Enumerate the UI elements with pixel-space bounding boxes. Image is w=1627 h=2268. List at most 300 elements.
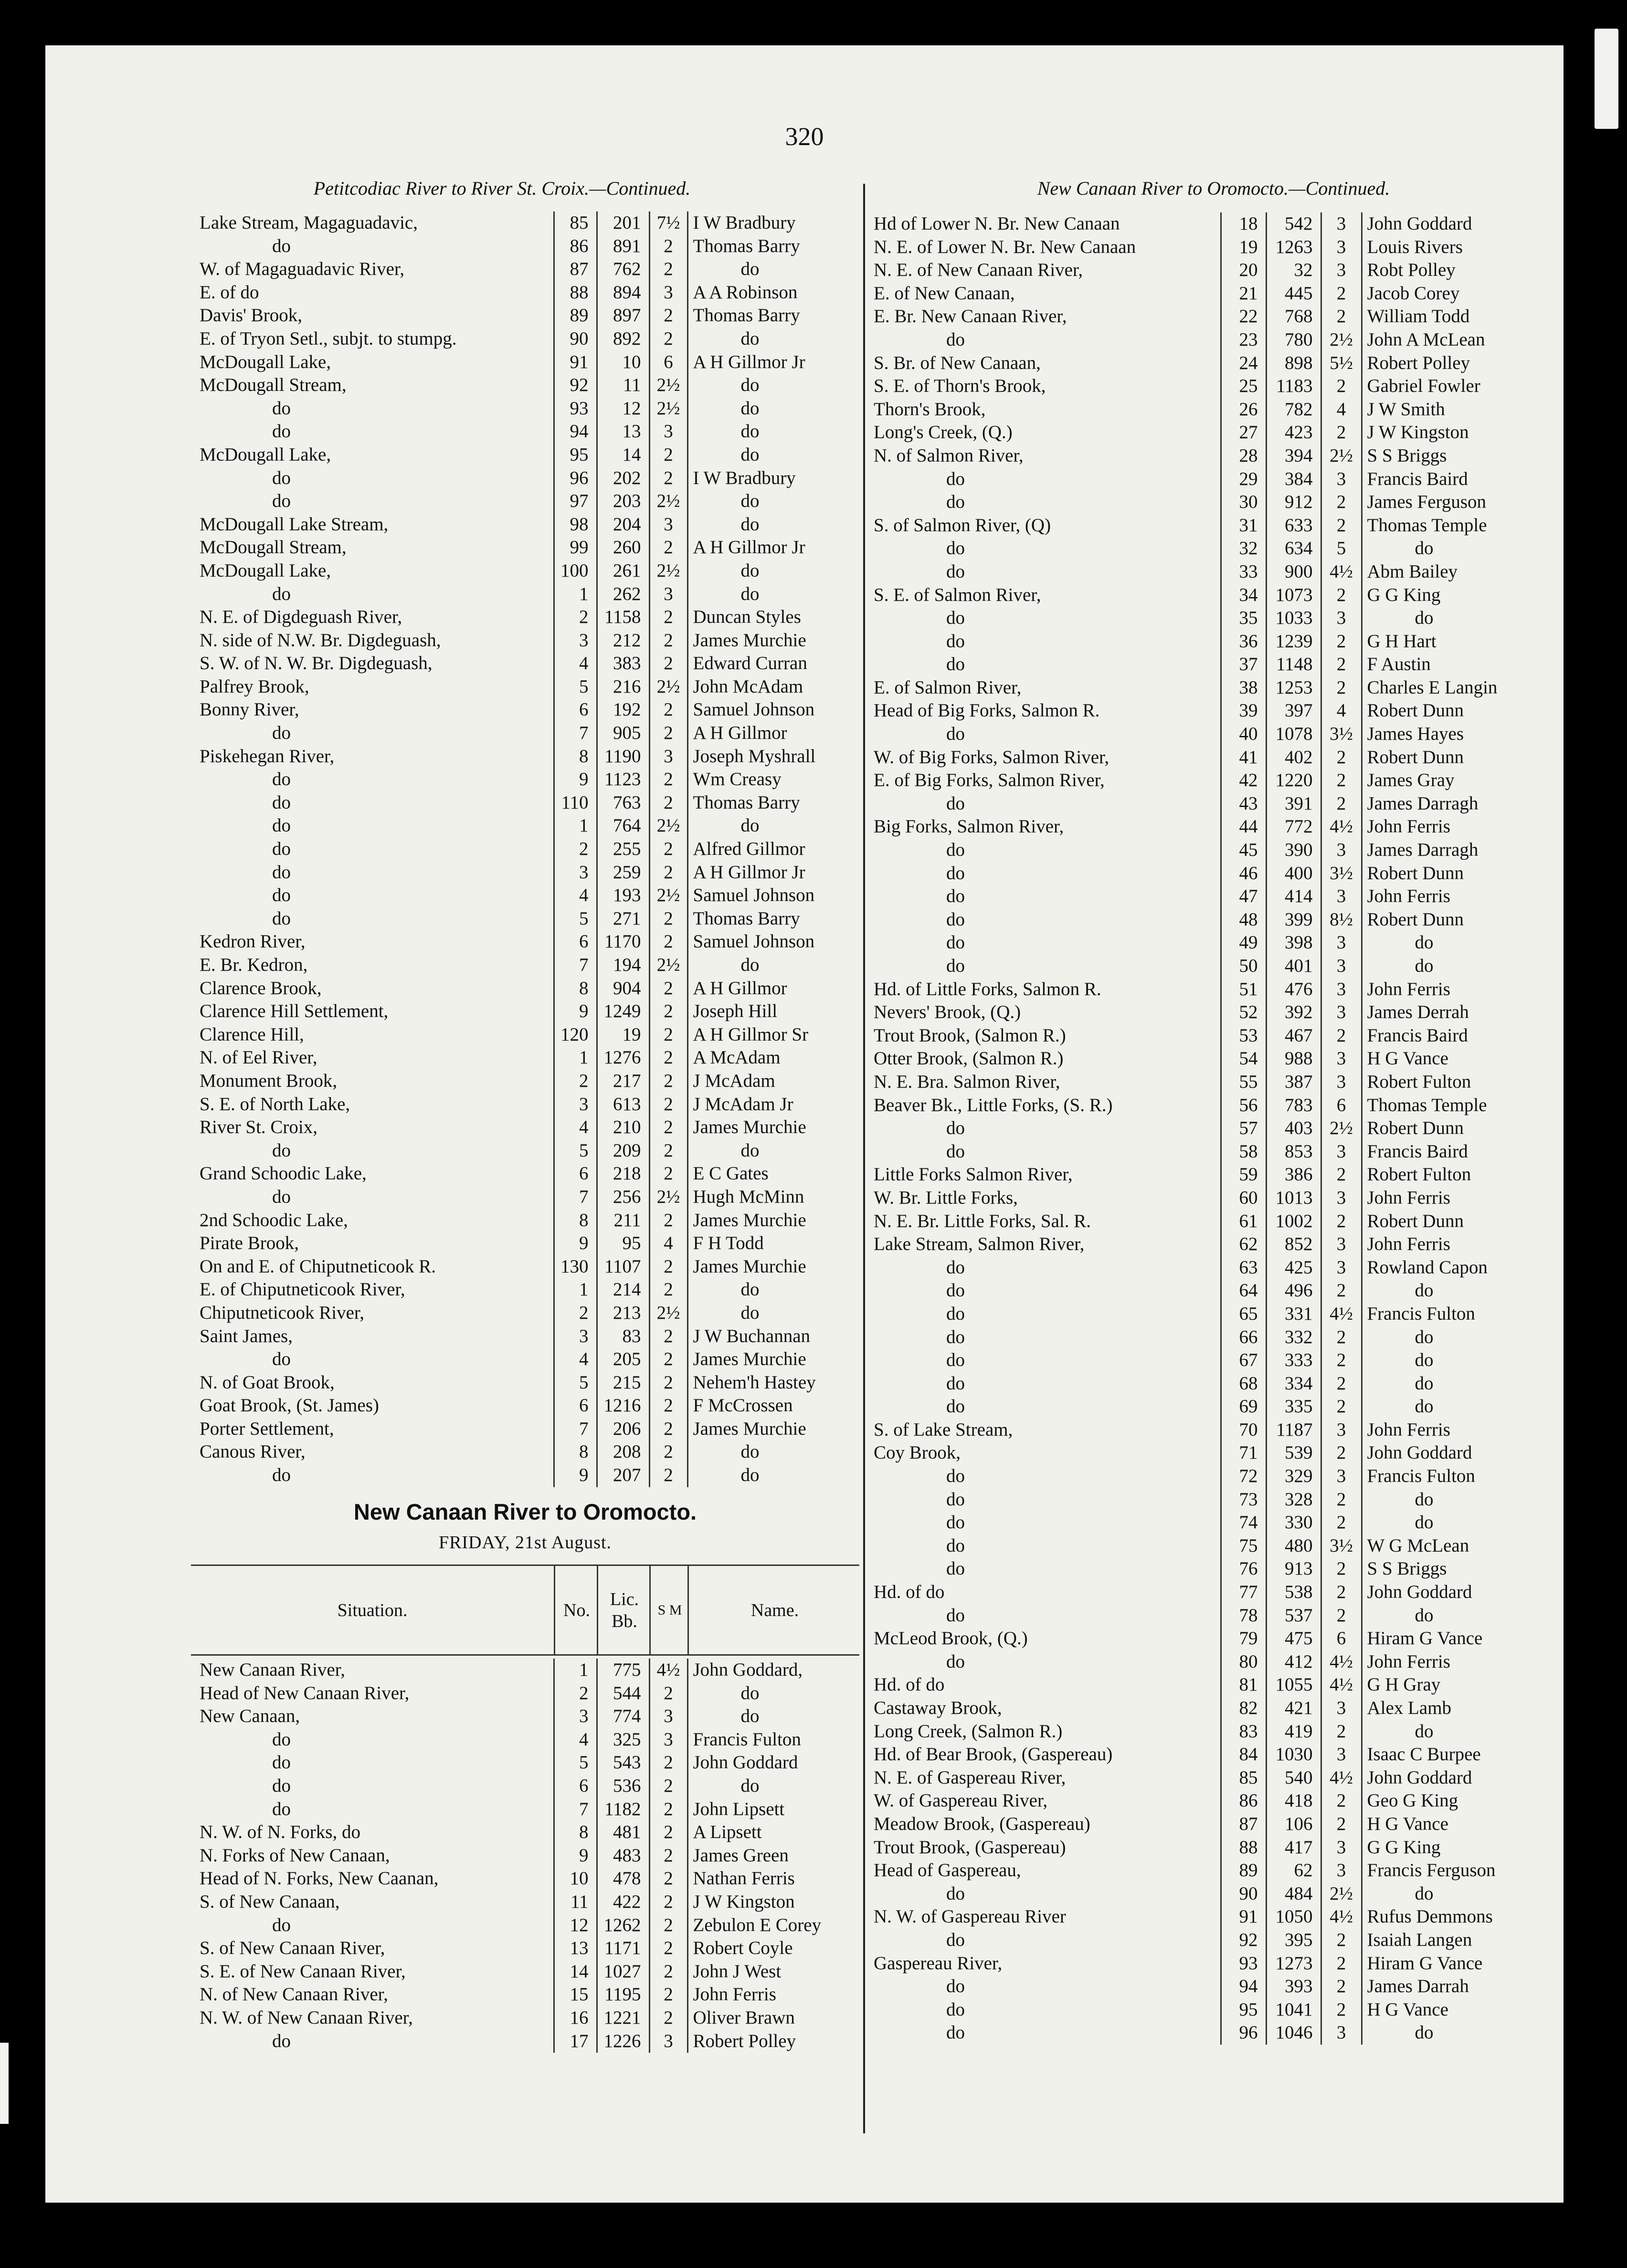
- number-cell: 32: [1221, 537, 1266, 560]
- table-row: [191, 606, 859, 629]
- number-cell: 99: [554, 536, 597, 559]
- table-row: [191, 1844, 859, 1868]
- miles-cell: 2: [649, 1464, 687, 1487]
- number-cell: 16: [554, 2006, 597, 2030]
- name-cell: do: [687, 374, 859, 397]
- number-cell: 26: [1221, 398, 1266, 421]
- name-cell: do: [1362, 1372, 1562, 1396]
- page-edge-tab-left: [0, 2043, 9, 2124]
- name-cell: H G Vance: [1362, 1813, 1562, 1836]
- miles-cell: 2: [649, 2006, 687, 2030]
- situation-cell: S. of Salmon River, (Q): [874, 514, 1051, 536]
- table-row: [191, 1162, 859, 1186]
- licence-cell: 613: [597, 1093, 649, 1116]
- table-row: [191, 1867, 859, 1890]
- name-cell: Hugh McMinn: [687, 1186, 859, 1209]
- table-row: [865, 839, 1562, 862]
- situation-cell: Gaspereau River,: [874, 1953, 1003, 1974]
- name-cell: F McCrossen: [687, 1394, 859, 1418]
- name-cell: do: [1362, 537, 1562, 560]
- licence-cell: 211: [597, 1209, 649, 1232]
- table-row: [191, 652, 859, 675]
- situation-cell: McDougall Lake,: [200, 351, 331, 372]
- table-row: [865, 1627, 1562, 1650]
- number-cell: 83: [1221, 1720, 1266, 1743]
- situation-cell: do: [272, 1465, 291, 1486]
- situation-cell: do: [946, 1396, 965, 1417]
- situation-cell: do: [272, 1775, 291, 1796]
- number-cell: 5: [554, 1371, 597, 1395]
- table-row: [191, 420, 859, 443]
- licence-cell: 768: [1266, 305, 1321, 328]
- number-cell: 44: [1221, 815, 1266, 839]
- licence-cell: 395: [1266, 1929, 1321, 1952]
- table-row: [865, 1998, 1562, 2022]
- miles-cell: 2½: [649, 954, 687, 977]
- table-row: [865, 1256, 1562, 1280]
- table-row: [865, 1349, 1562, 1372]
- number-cell: 8: [554, 1209, 597, 1232]
- table-row: [191, 1209, 859, 1232]
- situation-cell: do: [272, 815, 291, 836]
- miles-cell: 3: [1321, 1836, 1362, 1859]
- licence-cell: 1073: [1266, 584, 1321, 607]
- situation-cell: Head of Big Forks, Salmon R.: [874, 700, 1100, 721]
- licence-cell: 1158: [597, 606, 649, 629]
- licence-cell: 192: [597, 698, 649, 722]
- licence-cell: 402: [1266, 746, 1321, 769]
- licence-cell: 329: [1266, 1465, 1321, 1488]
- table-row: [191, 1371, 859, 1395]
- table-row: [191, 235, 859, 258]
- header-situation: Situation.: [337, 1600, 408, 1620]
- number-cell: 12: [554, 1914, 597, 1937]
- name-cell: do: [687, 1682, 859, 1705]
- number-cell: 76: [1221, 1557, 1266, 1581]
- table-row: [865, 1859, 1562, 1882]
- miles-cell: 2: [1321, 1279, 1362, 1302]
- miles-cell: 2½: [649, 1186, 687, 1209]
- table-row: [191, 1983, 859, 2006]
- name-cell: A McAdam: [687, 1046, 859, 1070]
- name-cell: do: [687, 954, 859, 977]
- name-cell: F Austin: [1362, 653, 1562, 676]
- licence-cell: 205: [597, 1348, 649, 1371]
- table-row: [191, 467, 859, 490]
- miles-cell: 2: [649, 1798, 687, 1821]
- miles-cell: 4½: [1321, 1905, 1362, 1929]
- situation-cell: Chiputneticook River,: [200, 1302, 365, 1323]
- name-cell: Francis Fulton: [1362, 1302, 1562, 1326]
- miles-cell: 4½: [1321, 1766, 1362, 1790]
- licence-cell: 421: [1266, 1697, 1321, 1720]
- situation-cell: Kedron River,: [200, 931, 306, 952]
- name-cell: James Hayes: [1362, 723, 1562, 746]
- situation-cell: N. of Salmon River,: [874, 445, 1024, 466]
- situation-cell: S. of New Canaan,: [200, 1891, 340, 1912]
- table-row: [865, 1117, 1562, 1140]
- licence-cell: 1050: [1266, 1905, 1321, 1929]
- licence-cell: 19: [597, 1023, 649, 1047]
- number-cell: 81: [1221, 1673, 1266, 1697]
- table-row: [191, 1821, 859, 1844]
- table-row: [865, 421, 1562, 444]
- name-cell: do: [687, 1278, 859, 1302]
- table-row: [865, 212, 1562, 236]
- miles-cell: 2: [1321, 792, 1362, 816]
- number-cell: 75: [1221, 1534, 1266, 1558]
- situation-cell: do: [946, 1976, 965, 1997]
- situation-cell: 2nd Schoodic Lake,: [200, 1209, 348, 1230]
- licence-cell: 206: [597, 1418, 649, 1441]
- miles-cell: 2: [649, 1844, 687, 1868]
- table-row: [191, 1728, 859, 1752]
- miles-cell: 2: [649, 1348, 687, 1371]
- table-row: [191, 1464, 859, 1487]
- number-cell: 40: [1221, 723, 1266, 746]
- section-heading: New Canaan River to Oromocto.: [353, 1499, 697, 1524]
- miles-cell: 3: [649, 583, 687, 606]
- number-cell: 90: [1221, 1882, 1266, 1906]
- miles-cell: 2½: [649, 884, 687, 907]
- licence-cell: 10: [597, 351, 649, 374]
- miles-cell: 2: [649, 1093, 687, 1116]
- table-row: [865, 375, 1562, 398]
- name-cell: W G McLean: [1362, 1534, 1562, 1558]
- licence-cell: 783: [1266, 1094, 1321, 1117]
- table-row: [191, 281, 859, 304]
- situation-cell: do: [946, 1257, 965, 1278]
- situation-cell: Head of N. Forks, New Caanan,: [200, 1868, 439, 1889]
- name-cell: Joseph Hill: [687, 1000, 859, 1023]
- name-cell: do: [687, 583, 859, 606]
- situation-cell: do: [946, 1999, 965, 2020]
- situation-cell: do: [946, 329, 965, 350]
- number-cell: 78: [1221, 1604, 1266, 1628]
- licence-cell: 891: [597, 235, 649, 258]
- table-row: [191, 977, 859, 1000]
- miles-cell: 2: [1321, 1511, 1362, 1534]
- miles-cell: 2: [649, 791, 687, 815]
- situation-cell: N. E. of Lower N. Br. New Canaan: [874, 236, 1136, 257]
- situation-cell: N. of New Canaan River,: [200, 1984, 388, 2005]
- miles-cell: 3: [1321, 2021, 1362, 2045]
- name-cell: Robert Dunn: [1362, 746, 1562, 769]
- situation-cell: On and E. of Chiputneticook R.: [200, 1256, 436, 1277]
- table-row: [865, 908, 1562, 932]
- miles-cell: 2: [1321, 1349, 1362, 1372]
- situation-cell: Clarence Hill,: [200, 1024, 304, 1045]
- situation-cell: Little Forks Salmon River,: [874, 1164, 1073, 1185]
- number-cell: 43: [1221, 792, 1266, 816]
- licence-cell: 897: [597, 304, 649, 327]
- licence-cell: 1216: [597, 1394, 649, 1418]
- licence-cell: 913: [1266, 1557, 1321, 1581]
- table-row: [191, 351, 859, 374]
- table-row: [865, 978, 1562, 1001]
- licence-cell: 193: [597, 884, 649, 907]
- number-cell: 89: [554, 304, 597, 327]
- situation-cell: do: [946, 932, 965, 953]
- table-row: [865, 1534, 1562, 1558]
- miles-cell: 3: [1321, 978, 1362, 1001]
- miles-cell: 3: [1321, 1186, 1362, 1210]
- situation-cell: do: [946, 1118, 965, 1139]
- number-cell: 57: [1221, 1117, 1266, 1140]
- name-cell: John Goddard: [1362, 1766, 1562, 1790]
- miles-cell: 3: [649, 1728, 687, 1752]
- miles-cell: 3: [649, 281, 687, 304]
- number-cell: 37: [1221, 653, 1266, 676]
- miles-cell: 2: [649, 443, 687, 467]
- table-row: [865, 1001, 1562, 1024]
- situation-cell: do: [272, 1798, 291, 1819]
- number-cell: 48: [1221, 908, 1266, 932]
- table-row: [865, 352, 1562, 375]
- number-cell: 55: [1221, 1071, 1266, 1094]
- miles-cell: 2: [649, 1751, 687, 1774]
- name-cell: Joseph Myshrall: [687, 745, 859, 768]
- table-row: [865, 676, 1562, 700]
- licence-cell: 1148: [1266, 653, 1321, 676]
- name-cell: James Murchie: [687, 1209, 859, 1232]
- licence-cell: 392: [1266, 1001, 1321, 1024]
- table-row: [865, 1395, 1562, 1418]
- miles-cell: 2: [649, 698, 687, 722]
- situation-cell: Hd. of do: [874, 1674, 945, 1695]
- situation-cell: Clarence Brook,: [200, 977, 322, 998]
- licence-cell: 386: [1266, 1163, 1321, 1186]
- licence-cell: 478: [597, 1867, 649, 1890]
- number-cell: 6: [554, 698, 597, 722]
- number-cell: 2: [554, 1070, 597, 1093]
- situation-cell: do: [946, 840, 965, 861]
- situation-cell: Trout Brook, (Gaspereau): [874, 1837, 1066, 1858]
- name-cell: John Ferris: [1362, 978, 1562, 1001]
- situation-cell: Pirate Brook,: [200, 1233, 299, 1254]
- number-cell: 70: [1221, 1418, 1266, 1442]
- number-cell: 22: [1221, 305, 1266, 328]
- situation-cell: W. of Big Forks, Salmon River,: [874, 746, 1109, 767]
- header-sm: S M: [649, 1566, 689, 1654]
- miles-cell: 3: [1321, 1697, 1362, 1720]
- miles-cell: 2: [649, 1914, 687, 1937]
- number-cell: 82: [1221, 1697, 1266, 1720]
- licence-cell: 328: [1266, 1488, 1321, 1512]
- licence-cell: 540: [1266, 1766, 1321, 1790]
- number-cell: 33: [1221, 560, 1266, 584]
- name-cell: A Lipsett: [687, 1821, 859, 1844]
- situation-cell: N. E. of Digdeguash River,: [200, 607, 402, 628]
- situation-cell: do: [272, 398, 291, 419]
- number-cell: 52: [1221, 1001, 1266, 1024]
- header-lic: Lic. Bb.: [597, 1566, 651, 1654]
- licence-cell: 208: [597, 1440, 649, 1464]
- miles-cell: 2½: [649, 374, 687, 397]
- miles-cell: 8½: [1321, 908, 1362, 932]
- licence-cell: 1183: [1266, 375, 1321, 398]
- name-cell: Robert Polley: [687, 2030, 859, 2053]
- situation-cell: do: [946, 630, 965, 651]
- table-row: [865, 1720, 1562, 1743]
- licence-cell: 335: [1266, 1395, 1321, 1418]
- licence-cell: 204: [597, 513, 649, 536]
- licence-cell: 325: [597, 1728, 649, 1752]
- name-cell: A H Gillmor: [687, 977, 859, 1000]
- name-cell: James Murchie: [687, 1348, 859, 1371]
- situation-cell: E. Br. New Canaan River,: [874, 306, 1067, 327]
- situation-cell: do: [272, 769, 291, 790]
- table-row: [865, 931, 1562, 955]
- name-cell: do: [687, 327, 859, 351]
- number-cell: 9: [554, 1464, 597, 1487]
- miles-cell: 5½: [1321, 352, 1362, 375]
- table-row: [865, 769, 1562, 792]
- number-cell: 2: [554, 1682, 597, 1705]
- table-row: [865, 1024, 1562, 1048]
- situation-cell: N. E. of New Canaan River,: [874, 260, 1083, 281]
- situation-cell: S. Br. of New Canaan,: [874, 352, 1041, 373]
- licence-cell: 496: [1266, 1279, 1321, 1302]
- licence-cell: 1055: [1266, 1673, 1321, 1697]
- header-no: No.: [554, 1566, 598, 1654]
- number-cell: 94: [1221, 1975, 1266, 1998]
- table-row: [865, 862, 1562, 885]
- miles-cell: 3: [1321, 839, 1362, 862]
- table-row: [865, 1326, 1562, 1349]
- situation-cell: S. E. of New Canaan River,: [200, 1961, 406, 1982]
- situation-cell: do: [946, 909, 965, 930]
- name-cell: Rowland Capon: [1362, 1256, 1562, 1280]
- number-cell: 130: [554, 1255, 597, 1279]
- name-cell: John Ferris: [687, 1983, 859, 2006]
- number-cell: 29: [1221, 468, 1266, 491]
- licence-cell: 1190: [597, 745, 649, 768]
- miles-cell: 2: [649, 1394, 687, 1418]
- table-row: [865, 282, 1562, 305]
- situation-cell: Trout Brook, (Salmon R.): [874, 1025, 1066, 1046]
- situation-cell: Canous River,: [200, 1441, 306, 1462]
- licence-cell: 203: [597, 490, 649, 513]
- table-row: [865, 1488, 1562, 1512]
- name-cell: Francis Baird: [1362, 1140, 1562, 1164]
- table-row: [191, 1302, 859, 1325]
- table-row: [191, 490, 859, 513]
- miles-cell: 2: [1321, 1441, 1362, 1465]
- left-license-table: [191, 211, 859, 1487]
- licence-cell: 333: [1266, 1349, 1321, 1372]
- name-cell: I W Bradbury: [687, 467, 859, 490]
- table-row: [865, 491, 1562, 514]
- name-cell: John Ferris: [1362, 1233, 1562, 1256]
- name-cell: J W Kingston: [687, 1890, 859, 1914]
- situation-cell: do: [272, 235, 291, 256]
- table-row: [865, 259, 1562, 282]
- number-cell: 84: [1221, 1743, 1266, 1766]
- table-row: [865, 792, 1562, 816]
- situation-cell: River St. Croix,: [200, 1117, 318, 1138]
- situation-cell: N. of Eel River,: [200, 1047, 317, 1068]
- miles-cell: 2: [649, 1867, 687, 1890]
- table-row: [865, 1929, 1562, 1952]
- licence-cell: 1170: [597, 930, 649, 954]
- number-cell: 15: [554, 1983, 597, 2006]
- name-cell: John Goddard,: [687, 1659, 859, 1682]
- situation-cell: do: [272, 1752, 291, 1773]
- number-cell: 110: [554, 791, 597, 815]
- situation-cell: do: [946, 1535, 965, 1556]
- name-cell: A H Gillmor Jr: [687, 861, 859, 884]
- number-cell: 62: [1221, 1233, 1266, 1256]
- number-cell: 50: [1221, 955, 1266, 978]
- miles-cell: 3: [1321, 955, 1362, 978]
- number-cell: 71: [1221, 1441, 1266, 1465]
- number-cell: 18: [1221, 212, 1266, 236]
- number-cell: 56: [1221, 1094, 1266, 1117]
- miles-cell: 3: [1321, 1256, 1362, 1280]
- licence-cell: 543: [597, 1751, 649, 1774]
- table-row: [191, 513, 859, 536]
- situation-cell: do: [272, 1349, 291, 1370]
- name-cell: do: [1362, 1395, 1562, 1418]
- table-row: [865, 885, 1562, 908]
- licence-cell: 1220: [1266, 769, 1321, 792]
- situation-cell: E. Br. Kedron,: [200, 955, 308, 975]
- licence-cell: 445: [1266, 282, 1321, 305]
- licence-cell: 1226: [597, 2030, 649, 2053]
- miles-cell: 2: [1321, 1024, 1362, 1048]
- left-column-heading: Petitcodiac River to River St. Croix.—Continued.: [313, 178, 691, 199]
- miles-cell: 3: [1321, 1001, 1362, 1024]
- licence-cell: 202: [597, 467, 649, 490]
- situation-cell: do: [946, 1651, 965, 1672]
- number-cell: 9: [554, 1232, 597, 1255]
- name-cell: do: [1362, 1279, 1562, 1302]
- number-cell: 66: [1221, 1326, 1266, 1349]
- miles-cell: 2: [649, 907, 687, 931]
- licence-cell: 417: [1266, 1836, 1321, 1859]
- table-row: [191, 1394, 859, 1418]
- miles-cell: 2: [649, 304, 687, 327]
- table-row: [865, 1836, 1562, 1859]
- situation-cell: do: [946, 1605, 965, 1626]
- table-row: [191, 1116, 859, 1139]
- number-cell: 7: [554, 1418, 597, 1441]
- miles-cell: 2: [1321, 282, 1362, 305]
- table-row: [191, 397, 859, 420]
- situation-cell: McDougall Lake,: [200, 560, 331, 581]
- licence-cell: 207: [597, 1464, 649, 1487]
- table-row: [865, 1372, 1562, 1396]
- number-cell: 74: [1221, 1511, 1266, 1534]
- miles-cell: 2½: [649, 559, 687, 583]
- name-cell: James Murchie: [687, 1418, 859, 1441]
- table-row: [865, 1465, 1562, 1488]
- licence-cell: 1027: [597, 1960, 649, 1984]
- table-row: [191, 1440, 859, 1464]
- situation-cell: E. of New Canaan,: [874, 283, 1015, 304]
- name-cell: Robert Coyle: [687, 1937, 859, 1960]
- miles-cell: 3½: [1321, 862, 1362, 885]
- miles-cell: 4½: [1321, 1650, 1362, 1674]
- table-row: [191, 1000, 859, 1023]
- licence-cell: 542: [1266, 212, 1321, 236]
- table-row: [191, 745, 859, 768]
- name-cell: Robert Dunn: [1362, 862, 1562, 885]
- table-row: [865, 1766, 1562, 1790]
- miles-cell: 2: [1321, 1998, 1362, 2022]
- situation-cell: McDougall Lake,: [200, 444, 331, 465]
